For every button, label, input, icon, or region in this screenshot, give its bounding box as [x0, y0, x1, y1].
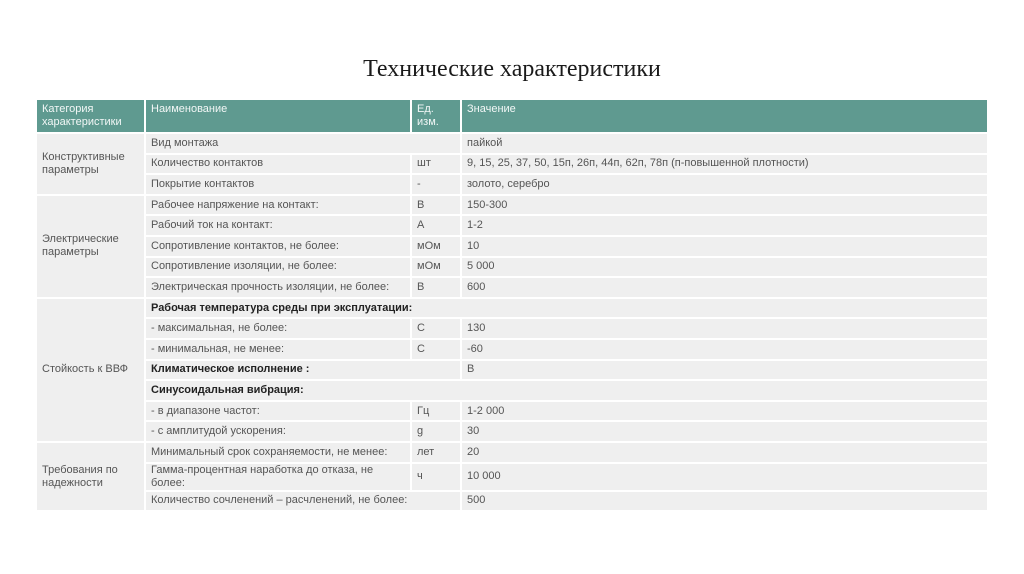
name-cell: Рабочее напряжение на контакт:	[146, 196, 410, 215]
value-cell: 5 000	[462, 258, 987, 277]
table-row	[37, 299, 987, 318]
table-header-row	[37, 100, 987, 132]
table-row	[37, 492, 987, 511]
value-cell: 500	[462, 492, 987, 511]
value-cell: 9, 15, 25, 37, 50, 15п, 26п, 44п, 62п, 78п (п-повышенной плотности)	[462, 155, 987, 174]
name-cell: - минимальная, не менее:	[146, 340, 410, 359]
category-cell: Требования по надежности	[37, 443, 144, 510]
table-row	[37, 134, 987, 153]
unit-cell: мОм	[412, 258, 460, 277]
name-cell: Рабочий ток на контакт:	[146, 216, 410, 235]
category-cell: Стойкость к ВВФ	[37, 299, 144, 441]
value-cell: 130	[462, 319, 987, 338]
name-cell: Сопротивление контактов, не более:	[146, 237, 410, 256]
table-row	[37, 340, 987, 359]
specs-table	[35, 98, 989, 512]
table-row	[37, 361, 987, 380]
unit-cell: Гц	[412, 402, 460, 421]
unit-cell: -	[412, 175, 460, 194]
unit-cell: g	[412, 422, 460, 441]
name-cell: Сопротивление изоляции, не более:	[146, 258, 410, 277]
header-value: Значение	[462, 100, 987, 132]
unit-cell: ч	[412, 464, 460, 490]
value-cell: 10	[462, 237, 987, 256]
value-cell: пайкой	[462, 134, 987, 153]
unit-cell: лет	[412, 443, 460, 462]
name-cell: Рабочая температура среды при эксплуатации:	[146, 299, 987, 318]
table-row	[37, 464, 987, 490]
name-cell: Климатическое исполнение :	[146, 361, 460, 380]
name-cell: Синусоидальная вибрация:	[146, 381, 987, 400]
header-unit: Ед. изм.	[412, 100, 460, 132]
value-cell: 150-300	[462, 196, 987, 215]
unit-cell: А	[412, 216, 460, 235]
value-cell: 600	[462, 278, 987, 297]
table-body	[37, 134, 987, 510]
table-row	[37, 402, 987, 421]
page-title: Технические характеристики	[363, 56, 661, 82]
name-cell: - в диапазоне частот:	[146, 402, 410, 421]
name-cell: - максимальная, не более:	[146, 319, 410, 338]
name-cell: Гамма-процентная наработка до отказа, не более:	[146, 464, 410, 490]
header-name: Наименование	[146, 100, 410, 132]
table-row	[37, 258, 987, 277]
name-cell: Количество сочленений – расчленений, не более:	[146, 492, 460, 511]
value-cell: 1-2 000	[462, 402, 987, 421]
name-cell: Вид монтажа	[146, 134, 460, 153]
name-cell: Минимальный срок сохраняемости, не менее:	[146, 443, 410, 462]
name-cell: Количество контактов	[146, 155, 410, 174]
value-cell: 1-2	[462, 216, 987, 235]
table-row	[37, 216, 987, 235]
table-row	[37, 319, 987, 338]
value-cell: -60	[462, 340, 987, 359]
name-cell: - с амплитудой ускорения:	[146, 422, 410, 441]
unit-cell: С	[412, 319, 460, 338]
value-cell: золото, серебро	[462, 175, 987, 194]
value-cell: 20	[462, 443, 987, 462]
unit-cell: шт	[412, 155, 460, 174]
category-cell: Конструктивные параметры	[37, 134, 144, 194]
table-row	[37, 381, 987, 400]
name-cell: Покрытие контактов	[146, 175, 410, 194]
unit-cell: С	[412, 340, 460, 359]
value-cell: В	[462, 361, 987, 380]
table-row	[37, 155, 987, 174]
name-cell: Электрическая прочность изоляции, не более:	[146, 278, 410, 297]
table-row	[37, 237, 987, 256]
unit-cell: В	[412, 278, 460, 297]
unit-cell: В	[412, 196, 460, 215]
value-cell: 30	[462, 422, 987, 441]
table-row	[37, 422, 987, 441]
category-cell: Электрические параметры	[37, 196, 144, 297]
value-cell: 10 000	[462, 464, 987, 490]
table-row	[37, 278, 987, 297]
table-row	[37, 175, 987, 194]
header-category: Категория характеристики	[37, 100, 144, 132]
table-row	[37, 196, 987, 215]
unit-cell: мОм	[412, 237, 460, 256]
table-row	[37, 443, 987, 462]
